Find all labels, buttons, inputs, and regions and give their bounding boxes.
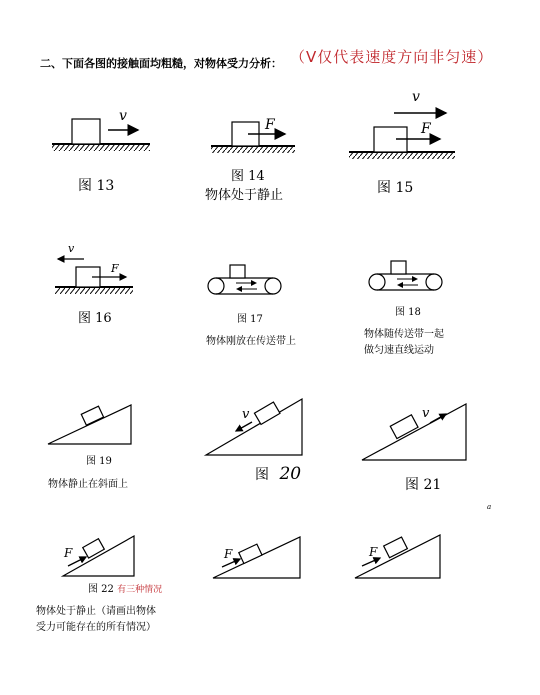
velocity-label: v	[242, 407, 250, 422]
figure-22-description-line1: 物体处于静止（请画出物体	[36, 606, 156, 617]
figure-18-conveyor	[369, 261, 442, 290]
figure-20-caption-number: 20	[279, 464, 302, 484]
figure-22-red-note: 有三种情况	[117, 585, 163, 595]
figure-22-description-line2: 受力可能存在的所有情况）	[36, 622, 156, 633]
figure-22-incline-a	[63, 536, 134, 576]
velocity-label: v	[422, 406, 430, 421]
handwritten-velocity-note: （V仅代表速度方向非匀速）	[290, 48, 494, 66]
force-label: F	[111, 262, 119, 275]
figure-18-caption: 图 18	[395, 307, 421, 318]
velocity-label: v	[412, 89, 420, 105]
figure-18-description-line1: 物体随传送带一起	[364, 329, 444, 340]
figure-22-incline-b	[213, 537, 300, 578]
force-label: F	[64, 546, 73, 560]
force-label: F	[224, 547, 233, 561]
figure-19-incline	[48, 405, 131, 444]
figure-15-caption: 图 15	[377, 180, 414, 196]
figure-17-caption: 图 17	[237, 314, 263, 325]
figure-21-incline	[362, 404, 466, 460]
figure-14-caption: 图 14	[231, 169, 265, 184]
force-label: F	[265, 117, 275, 133]
figure-19-description: 物体静止在斜面上	[48, 479, 128, 490]
figure-22-incline-c	[355, 535, 440, 578]
figure-18-description-line2: 做匀速直线运动	[364, 345, 434, 356]
velocity-label: v	[68, 242, 75, 255]
stray-mark: a	[487, 503, 492, 511]
figure-14-diagram	[211, 117, 295, 153]
figure-20-caption	[255, 464, 301, 484]
figure-19-caption: 图 19	[86, 456, 112, 467]
figure-16-diagram	[55, 242, 133, 294]
force-label: F	[421, 121, 431, 137]
figure-21-caption: 图 21	[405, 477, 442, 493]
figure-20-caption-prefix: 图	[255, 467, 269, 483]
figure-17-conveyor	[208, 265, 281, 294]
force-label: F	[369, 545, 378, 559]
figure-14-description: 物体处于静止	[205, 188, 284, 203]
figure-13-caption: 图 13	[78, 178, 115, 194]
figure-17-description: 物体刚放在传送带上	[206, 336, 296, 347]
figure-20-incline	[206, 399, 302, 455]
figure-22-caption-text: 图 22	[88, 584, 114, 595]
figure-13-diagram	[52, 108, 150, 151]
velocity-label: v	[119, 108, 127, 124]
figure-15-diagram	[349, 89, 455, 159]
section-heading: 二、下面各图的接触面均粗糙，对物体受力分析：	[40, 57, 282, 70]
figure-22-caption	[88, 582, 162, 598]
figure-16-caption: 图 16	[78, 311, 112, 326]
